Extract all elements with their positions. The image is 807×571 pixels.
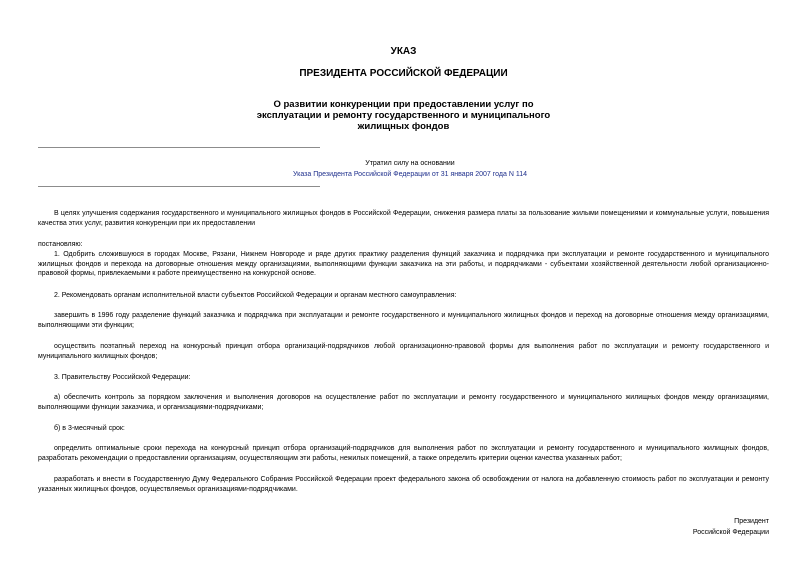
heading-line: эксплуатации и ремонту государственного и муниципального (256, 110, 551, 121)
divider-top (38, 147, 320, 148)
paragraph-decree: постановляю: (38, 241, 83, 248)
heading-line: жилищных фондов (357, 121, 450, 132)
paragraph-1: 1. Одобрить сложившуюся в городах Москве, Рязани, Нижнем Новгороде и ряде других практику разделения функций заказчика и подрядчика при эксплуатации и ремонте государственного и муниципального жилищных фондов и перехода на договорные отношения между организациями, выполняющими функции заказчика на эти работы, и подрядчиками - субъектами хозяйственной деятельности любой организационно-правовой формы, привлекаемыми к работе преимущественно на конкурсной основе. (38, 251, 769, 277)
paragraph-2b: осуществить поэтапный переход на конкурсный принцип отбора организаций-подрядчиков любой организационно-правовой формы для выполнения работ по эксплуатации и ремонту государственного и муниципального жилищных фондов; (38, 343, 769, 360)
document-title: УКАЗ (390, 46, 417, 57)
status-note: Утратил силу на основании (365, 160, 455, 167)
paragraph-3b-2: разработать и внести в Государственную Думу Федерального Собрания Российской Федерации проект федерального закона об освобождении от налога на добавленную стоимость работ по эксплуатации и ремонту указанных жилищных фондов, осуществляемых организациями-подрядчиками. (38, 476, 769, 493)
signature-title: Президент (734, 518, 769, 525)
signature-country: Российской Федерации (692, 529, 769, 536)
status-link[interactable]: Указа Президента Российской Федерации от 31 января 2007 года N 114 (293, 171, 527, 178)
paragraph-3: 3. Правительству Российской Федерации: (54, 374, 191, 381)
document-heading (0, 99, 807, 132)
heading-line: О развитии конкуренции при предоставлении услуг по (273, 99, 534, 110)
paragraph-3a: а) обеспечить контроль за порядком заключения и выполнения договоров на осуществление работ по эксплуатации и ремонту государственного и муниципального жилищных фондов между организациями, выполняющими функции заказчика, и организациями-подрядчиками; (38, 394, 769, 411)
paragraph-2: 2. Рекомендовать органам исполнительной власти субъектов Российской Федерации и органам местного самоуправления: (54, 292, 457, 299)
paragraph-intro: В целях улучшения содержания государственного и муниципального жилищных фондов в Российской Федерации, снижения размера платы за пользование жилыми помещениями и коммунальные услуги, повышения качества этих услуг, развития конкуренции при их предоставлении (38, 210, 769, 227)
divider-bottom (38, 186, 320, 187)
paragraph-3b: б) в 3-месячный срок: (54, 425, 125, 432)
document-subtitle: ПРЕЗИДЕНТА РОССИЙСКОЙ ФЕДЕРАЦИИ (299, 68, 508, 79)
paragraph-3b-1: определить оптимальные сроки перехода на конкурсный принцип отбора организаций-подрядчиков для выполнения работ по эксплуатации и ремонту государственного и муниципального жилищных фондов, разработать рекомендации о предоставлении организациям, осуществляющим эти работы, нежилых помещений, а также определить критерии оценки качества указанных работ; (38, 445, 769, 462)
paragraph-2a: завершить в 1996 году разделение функций заказчика и подрядчика при эксплуатации и ремонте государственного и муниципального жилищных фондов и переход на договорные отношения между организациями, выполняющими эти функции; (38, 312, 769, 329)
